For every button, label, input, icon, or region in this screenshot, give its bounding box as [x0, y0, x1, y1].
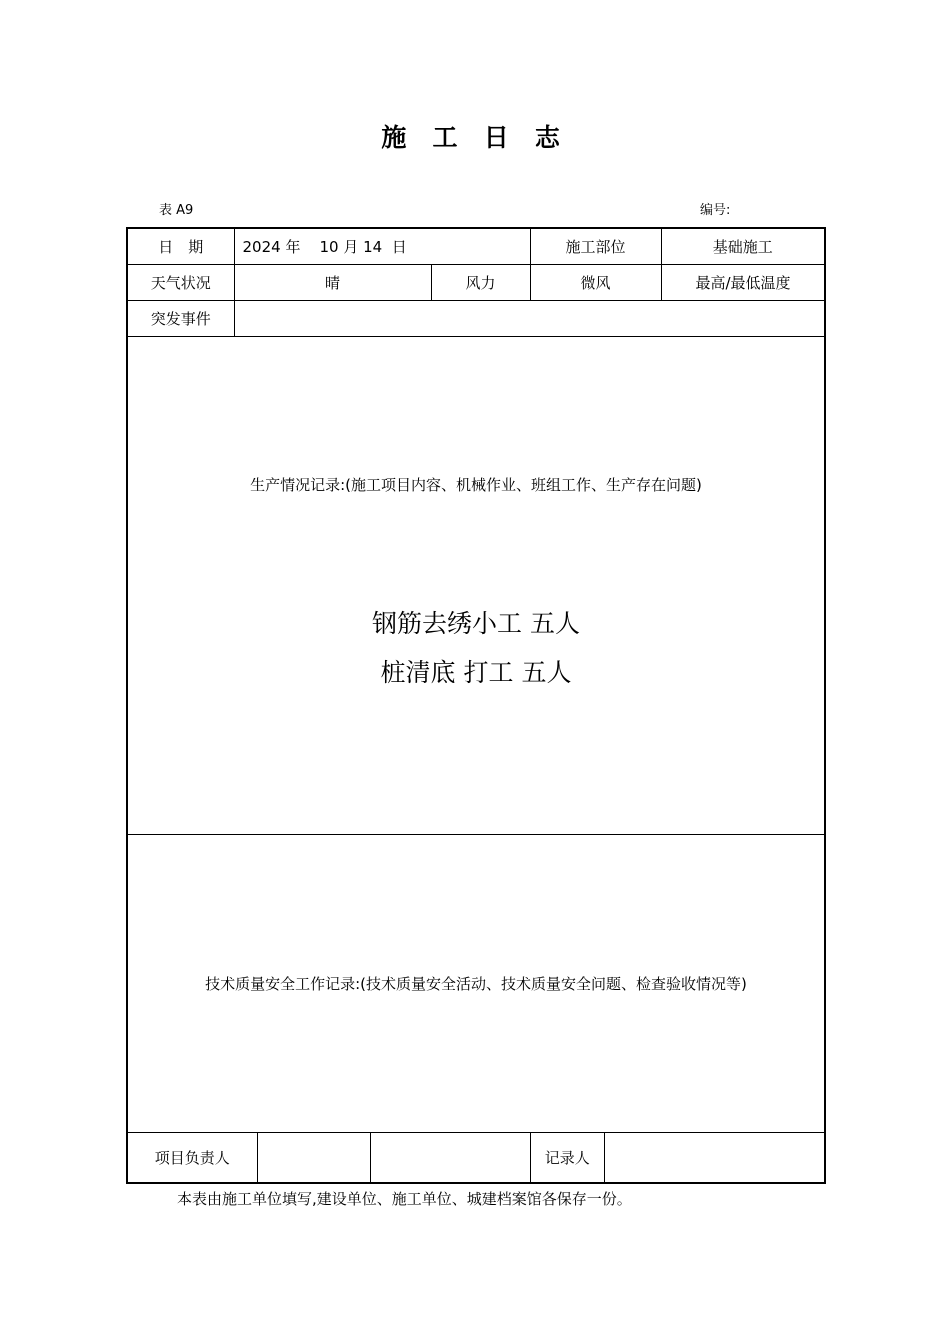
- recorder-value: [605, 1133, 825, 1182]
- location-label: 施工部位: [530, 228, 661, 265]
- date-label: 日 期: [127, 228, 234, 265]
- signature-row: [127, 1133, 825, 1184]
- construction-log-table: [126, 227, 826, 1184]
- signature-cell: [127, 1133, 370, 1184]
- tech-record-cell: [127, 835, 825, 1133]
- weather-value: 晴: [234, 265, 431, 301]
- manager-value: [257, 1133, 370, 1182]
- incident-label: 突发事件: [127, 301, 234, 337]
- production-record-label: 生产情况记录:(施工项目内容、机械作业、班组工作、生产存在问题): [250, 476, 702, 494]
- date-row: [127, 228, 825, 265]
- location-value: 基础施工: [661, 228, 825, 265]
- temperature-label: 最高/最低温度: [661, 265, 825, 301]
- recorder-label: 记录人: [531, 1133, 605, 1182]
- weather-label: 天气状况: [127, 265, 234, 301]
- weather-row: [127, 265, 825, 301]
- production-record-line: 钢筋去绣小工 五人: [372, 609, 580, 638]
- production-records: [128, 599, 824, 697]
- serial-number-label: 编号:: [700, 203, 731, 218]
- incident-value: [234, 301, 825, 337]
- page-title: 施 工 日 志: [381, 123, 569, 152]
- production-record-cell: [127, 337, 825, 835]
- footer-note: 本表由施工单位填写,建设单位、施工单位、城建档案馆各保存一份。: [177, 1190, 632, 1208]
- recorder-cell: [530, 1133, 825, 1184]
- production-row: [127, 337, 825, 835]
- production-record-line: 桩清底 打工 五人: [380, 658, 572, 687]
- signature-middle-cell: [370, 1133, 530, 1184]
- incident-row: [127, 301, 825, 337]
- manager-label: 项目负责人: [128, 1133, 257, 1182]
- manager-signature-area: [371, 1133, 530, 1182]
- tech-row: [127, 835, 825, 1133]
- date-value: 2024 年 10 月 14 日: [234, 228, 530, 265]
- wind-label: 风力: [431, 265, 530, 301]
- form-code: 表 A9: [159, 203, 194, 218]
- wind-value: 微风: [530, 265, 661, 301]
- tech-record-label: 技术质量安全工作记录:(技术质量安全活动、技术质量安全问题、检查验收情况等): [205, 975, 747, 993]
